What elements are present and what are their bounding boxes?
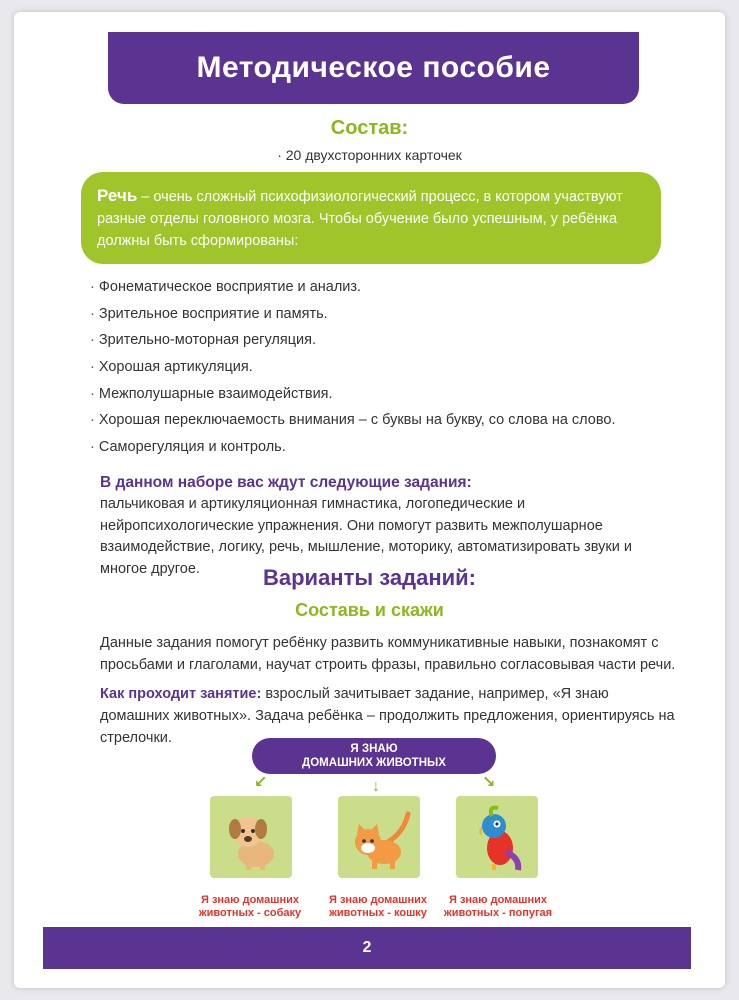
caption-line-1: Я знаю домашних <box>328 894 427 906</box>
tasks-heading: В данном наборе вас ждут следующие задания: <box>100 474 472 491</box>
list-item: · Межполушарные взаимодействия. <box>90 381 690 408</box>
tasks-text: пальчиковая и артикуляционная гимнастика, логопедические и нейропсихологические упражнения. Они помогут развить межполушарное взаимодействие, логику, речь, мышление, моторику, автоматизировать звуки и многое другое. <box>100 496 633 577</box>
dog-card <box>210 796 292 878</box>
lesson-label: Как проходит занятие: <box>100 686 262 702</box>
parrot-caption <box>438 894 558 920</box>
skills-list <box>90 274 690 461</box>
speech-info-box <box>81 172 661 264</box>
page-number: 2 <box>362 939 372 956</box>
page-footer <box>43 927 691 969</box>
caption-line-2: животных - кошку <box>329 907 427 919</box>
variants-description: Данные задания помогут ребёнку развить коммуникативные навыки, познакомят с просьбами и глаголами, научат строить фразы, правильно согласовывая части речи. <box>100 635 676 673</box>
arrow-down-right-icon: ↘ <box>482 774 496 791</box>
arrow-down-left-icon: ↙ <box>254 774 268 791</box>
composition-title: Состав: <box>330 117 409 139</box>
caption-line-2: животных - попугая <box>443 907 553 919</box>
speech-text: – очень сложный психофизиологический процесс, в котором участвуют разные отделы головного мозга. Чтобы обучение было успешным, у ребёнка должны быть сформированы: <box>97 189 623 249</box>
variants-title: Варианты заданий: <box>262 565 477 590</box>
arrow-down-icon: ↓ <box>372 778 380 795</box>
list-item: · Зрительно-моторная регуляция. <box>90 327 690 354</box>
cat-caption <box>318 894 438 920</box>
parrot-card <box>456 796 538 878</box>
pill-line-2: ДОМАШНИХ ЖИВОТНЫХ <box>302 757 446 769</box>
example-prompt-pill <box>252 738 496 774</box>
page-header <box>108 32 639 104</box>
dog-icon <box>216 802 286 872</box>
caption-line-2: животных - собаку <box>198 907 302 919</box>
caption-line-1: Я знаю домашних <box>200 894 299 906</box>
speech-term: Речь <box>97 186 138 205</box>
cat-card <box>338 796 420 878</box>
parrot-icon <box>462 802 532 872</box>
list-item: · Фонематическое восприятие и анализ. <box>90 274 690 301</box>
caption-line-1: Я знаю домашних <box>448 894 547 906</box>
list-item: · Саморегуляция и контроль. <box>90 434 690 461</box>
cat-icon <box>344 802 414 872</box>
lesson-text: взрослый зачитывает задание, например, «Я знаю домашних животных». Задача ребёнка – продолжить предложения, ориентируясь на стрелочки. <box>100 686 675 746</box>
pill-line-1: Я ЗНАЮ <box>350 743 398 755</box>
list-item: · Зрительное восприятие и память. <box>90 301 690 328</box>
list-item: · Хорошая артикуляция. <box>90 354 690 381</box>
variants-subtitle: Составь и скажи <box>295 600 444 620</box>
composition-item: · 20 двухсторонних карточек <box>277 147 462 163</box>
list-item: · Хорошая переключаемость внимания – с буквы на букву, со слова на слово. <box>90 407 690 434</box>
page-title: Методическое пособие <box>196 51 551 84</box>
dog-caption <box>190 894 310 920</box>
